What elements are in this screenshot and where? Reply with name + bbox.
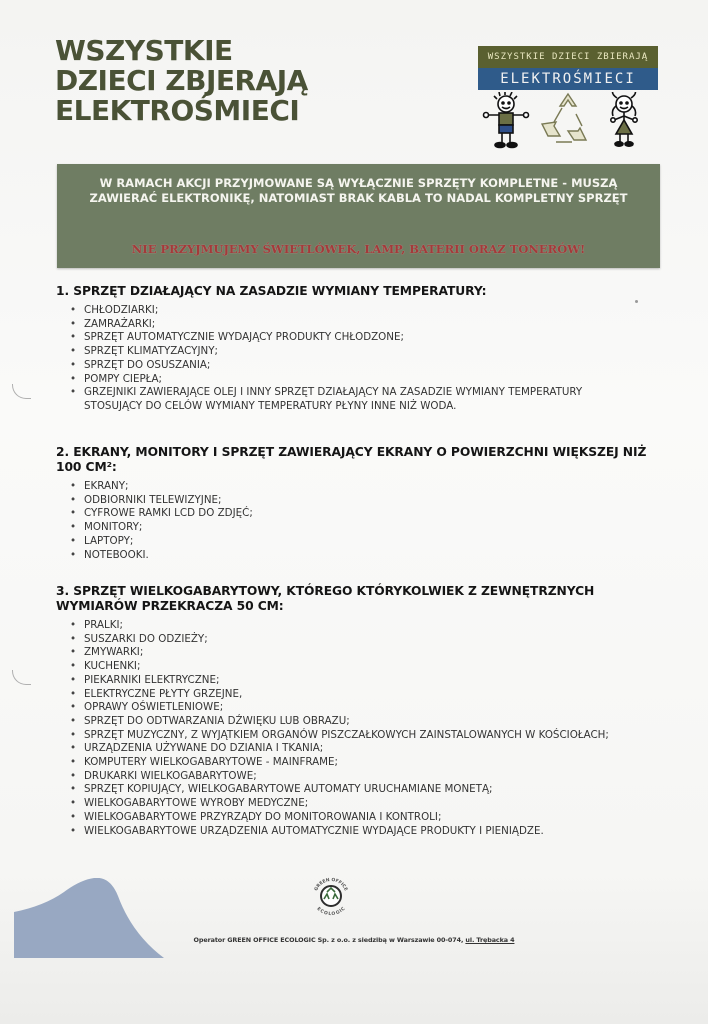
- warning-text: NIE PRZYJMUJEMY ŚWIETLÓWEK, LAMP, BATERII ORAZ TONERÓW!: [131, 242, 586, 256]
- list-item: • MONITORY;: [74, 521, 666, 535]
- list-item: • GRZEJNIKI ZAWIERAJĄCE OLEJ I INNY SPRZĘT DZIAŁAJĄCY NA ZASADZIE WYMIANY TEMPERATURY STOSUJĄCY DO CELÓW WYMIANY TEMPERATURY PŁYNY INNE NIŻ WODA.: [74, 386, 666, 413]
- list-item: • CYFROWE RAMKI LCD DO ZDJĘĆ;: [74, 507, 666, 521]
- list-item: • SPRZĘT KOPIUJĄCY, WIELKOGABARYTOWE AUTOMATY URUCHAMIANE MONETĄ;: [74, 783, 666, 797]
- footer-operator-info: [0, 936, 708, 944]
- logo-name: ELEKTROŚMIECI: [478, 68, 658, 90]
- list-item: • CHŁODZIARKI;: [74, 304, 666, 318]
- list-item: • WIELKOGABARYTOWE PRZYRZĄDY DO MONITOROWANIA I KONTROLI;: [74, 811, 666, 825]
- notice-banner: [57, 164, 660, 268]
- title-line: DZIECI ZBJERAJĄ: [55, 64, 308, 97]
- title-line: ELEKTROŚMIECI: [55, 94, 300, 127]
- item-list: [56, 619, 666, 838]
- campaign-logo: [478, 46, 658, 156]
- list-item: • POMPY CIEPŁA;: [74, 373, 666, 387]
- section-heading: 1. SPRZĘT DZIAŁAJĄCY NA ZASADZIE WYMIANY TEMPERATURY:: [56, 284, 487, 298]
- green-office-ecologic-logo: [310, 870, 352, 922]
- operator-text: Operator GREEN OFFICE ECOLOGIC Sp. z o.o. z siedzibą w Warszawie 00-074,: [193, 936, 466, 944]
- list-item: • ZMYWARKI;: [74, 646, 666, 660]
- list-item: • SPRZĘT MUZYCZNY, Z WYJĄTKIEM ORGANÓW PISZCZAŁKOWYCH ZAINSTALOWANYCH W KOŚCIOŁACH;: [74, 729, 666, 743]
- list-item: • PIEKARNIKI ELEKTRYCZNE;: [74, 674, 666, 688]
- list-item: • SPRZĘT DO OSUSZANIA;: [74, 359, 666, 373]
- page-title: [55, 36, 308, 126]
- mountain-decoration: [14, 878, 174, 958]
- list-item: • LAPTOPY;: [74, 535, 666, 549]
- list-item: • ZAMRAŻARKI;: [74, 318, 666, 332]
- notice-text: W RAMACH AKCJI PRZYJMOWANE SĄ WYŁĄCZNIE SPRZĘTY KOMPLETNE - MUSZĄ ZAWIERAĆ ELEKTRONIKĘ, NATOMIAST BRAK KABLA TO NADAL KOMPLETNY SPRZĘT: [89, 176, 628, 205]
- title-line: WSZYSTKIE: [55, 34, 233, 67]
- list-item: • URZĄDZENIA UŻYWANE DO DZIANIA I TKANIA;: [74, 742, 666, 756]
- list-item: • WIELKOGABARYTOWE URZĄDZENIA AUTOMATYCZNIE WYDAJĄCE PRODUKTY I PIENIĄDZE.: [74, 825, 666, 839]
- category-section-2: [56, 445, 666, 562]
- list-item: • WIELKOGABARYTOWE WYROBY MEDYCZNE;: [74, 797, 666, 811]
- list-item: • SPRZĘT AUTOMATYCZNIE WYDAJĄCY PRODUKTY CHŁODZONE;: [74, 331, 666, 345]
- list-item: • SPRZĘT KLIMATYZACYJNY;: [74, 345, 666, 359]
- logo-bottom-text: ECOLOGIC: [315, 906, 347, 918]
- logo-tagline: WSZYSTKIE DZIECI ZBIERAJĄ: [478, 46, 658, 68]
- list-item: • ELEKTRYCZNE PŁYTY GRZEJNE,: [74, 688, 666, 702]
- list-item: • PRALKI;: [74, 619, 666, 633]
- operator-street: ul. Trębacka 4: [465, 936, 515, 944]
- section-heading: 3. SPRZĘT WIELKOGABARYTOWY, KTÓREGO KTÓRYKOLWIEK Z ZEWNĘTRZNYCH WYMIARÓW PRZEKRACZA 50 CM:: [56, 584, 595, 613]
- list-item: • SUSZARKI DO ODZIEŻY;: [74, 633, 666, 647]
- recycle-icon: [542, 94, 586, 142]
- section-heading: 2. EKRANY, MONITORY I SPRZĘT ZAWIERAJĄCY EKRANY O POWIERZCHNI WIĘKSZEJ NIŻ 100 CM²:: [56, 445, 647, 474]
- list-item: • SPRZĘT DO ODTWARZANIA DŹWIĘKU LUB OBRAZU;: [74, 715, 666, 729]
- category-section-3: [56, 584, 666, 838]
- svg-text:ECOLOGIC: [316, 905, 347, 917]
- list-item: • NOTEBOOKI.: [74, 549, 666, 563]
- item-list: [56, 304, 666, 414]
- list-item: • DRUKARKI WIELKOGABARYTOWE;: [74, 770, 666, 784]
- list-item: • KOMPUTERY WIELKOGABARYTOWE - MAINFRAME;: [74, 756, 666, 770]
- category-section-1: [56, 284, 666, 414]
- list-item: • KUCHENKI;: [74, 660, 666, 674]
- list-item: • OPRAWY OŚWIETLENIOWE;: [74, 701, 666, 715]
- item-list: [56, 480, 666, 562]
- girl-figure-icon: [611, 92, 637, 146]
- boy-figure-icon: [484, 92, 529, 148]
- list-item: • ODBIORNIKI TELEWIZYJNE;: [74, 494, 666, 508]
- list-item: • EKRANY;: [74, 480, 666, 494]
- logo-top-text: GREEN OFFICE: [314, 877, 348, 892]
